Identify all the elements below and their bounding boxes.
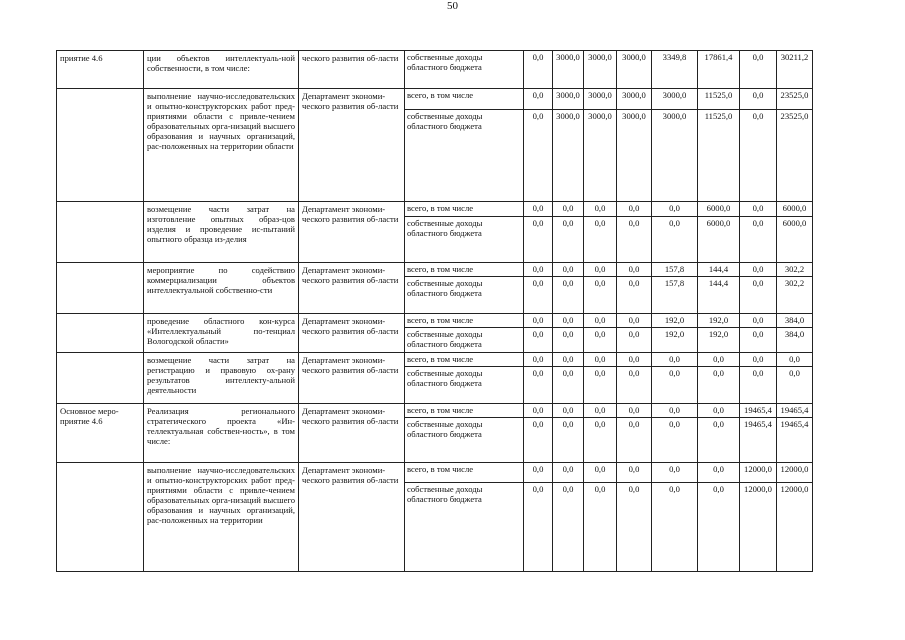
value-cell: [524, 51, 553, 89]
value-text: 0,0: [532, 52, 544, 62]
value-text: 0,0: [617, 216, 651, 228]
value-cell: [553, 353, 584, 404]
value-text: 19465,4: [744, 405, 772, 415]
value-text: 0,0: [740, 366, 776, 378]
value-text: 0,0: [562, 464, 574, 474]
source-cell: [405, 51, 524, 89]
value-text: 384,0: [784, 315, 805, 325]
value-text: 3000,0: [553, 109, 583, 121]
value-text: 0,0: [553, 366, 583, 378]
value-text: 0,0: [584, 417, 616, 429]
value-text: 0,0: [752, 264, 764, 274]
value-text: 0,0: [652, 417, 697, 429]
value-cell: [698, 404, 740, 463]
value-text: 0,0: [584, 366, 616, 378]
source-label: всего, в том числе: [407, 354, 474, 364]
value-text: 0,0: [532, 464, 544, 474]
source-label: всего, в том числе: [407, 90, 474, 100]
name-cell: ции объектов интеллектуаль-ной собственности, в том числе:: [144, 51, 299, 89]
source-label: всего, в том числе: [407, 315, 474, 325]
name-cell: мероприятие по содействию коммерциализации объектов интеллектуальной собственно-сти: [144, 263, 299, 314]
value-text: 0,0: [752, 315, 764, 325]
value-text: 144,4: [698, 276, 739, 288]
value-text: 6000,0: [782, 203, 807, 213]
value-text: 0,0: [553, 276, 583, 288]
source-cell: [405, 353, 524, 404]
value-text: 0,0: [740, 276, 776, 288]
value-text: 384,0: [777, 327, 812, 339]
value-cell: [740, 89, 777, 202]
source-label: собственные доходы областного бюджета: [405, 482, 523, 504]
budget-table: [56, 50, 813, 572]
value-text: 11525,0: [698, 109, 739, 121]
value-text: 0,0: [713, 464, 724, 474]
value-text: 12000,0: [744, 464, 772, 474]
executor-cell: Департамент экономи-ческого развития об-ласти: [299, 314, 405, 353]
value-cell: [584, 404, 617, 463]
value-text: 23525,0: [777, 109, 812, 121]
executor-cell: Департамент экономи-ческого развития об-ласти: [299, 353, 405, 404]
value-text: 0,0: [553, 327, 583, 339]
value-cell: [553, 463, 584, 572]
value-text: 0,0: [524, 366, 552, 378]
value-cell: [777, 404, 813, 463]
value-text: 0,0: [584, 327, 616, 339]
value-cell: [698, 51, 740, 89]
value-text: 0,0: [617, 482, 651, 494]
value-text: 3000,0: [622, 52, 646, 62]
event-cell: [57, 263, 144, 314]
value-text: 0,0: [669, 405, 680, 415]
source-label: всего, в том числе: [407, 405, 474, 415]
value-text: 0,0: [740, 216, 776, 228]
executor-cell: Департамент экономи-ческого развития об-ласти: [299, 463, 405, 572]
value-cell: [584, 463, 617, 572]
value-text: 0,0: [584, 276, 616, 288]
source-label: собственные доходы областного бюджета: [407, 52, 483, 72]
source-cell: [405, 314, 524, 353]
value-cell: [740, 404, 777, 463]
executor-cell: Департамент экономи-ческого развития об-ласти: [299, 202, 405, 263]
table-row: [57, 314, 813, 353]
value-text: 0,0: [740, 109, 776, 121]
name-cell: возмещение части затрат на регистрацию и правовую ох-рану результатов интеллекту-альной деятельности: [144, 353, 299, 404]
value-text: 192,0: [664, 315, 685, 325]
event-cell: [57, 463, 144, 572]
value-text: 3000,0: [588, 90, 612, 100]
source-label: собственные доходы областного бюджета: [405, 109, 523, 131]
value-text: 0,0: [532, 90, 544, 100]
source-cell: [405, 89, 524, 202]
value-text: 0,0: [584, 216, 616, 228]
value-text: 0,0: [553, 482, 583, 494]
value-text: 0,0: [532, 354, 544, 364]
event-cell: приятие 4.6: [57, 51, 144, 89]
event-cell: [57, 202, 144, 263]
value-text: 3000,0: [622, 90, 646, 100]
value-text: 6000,0: [777, 216, 812, 228]
value-text: 0,0: [669, 464, 680, 474]
value-cell: [584, 353, 617, 404]
value-text: 0,0: [562, 405, 574, 415]
value-cell: [617, 404, 652, 463]
source-label: собственные доходы областного бюджета: [405, 276, 523, 298]
source-label: собственные доходы областного бюджета: [405, 417, 523, 439]
value-cell: [698, 463, 740, 572]
value-cell: [584, 314, 617, 353]
value-text: 0,0: [752, 90, 764, 100]
page-number: 50: [447, 0, 458, 12]
value-cell: [777, 202, 813, 263]
value-text: 11525,0: [704, 90, 733, 100]
value-cell: [553, 51, 584, 89]
value-text: 12000,0: [777, 482, 812, 494]
value-cell: [740, 51, 777, 89]
value-cell: [617, 314, 652, 353]
value-cell: [698, 89, 740, 202]
value-text: 0,0: [628, 203, 640, 213]
value-text: 0,0: [532, 264, 544, 274]
value-cell: [777, 353, 813, 404]
value-cell: [698, 202, 740, 263]
value-text: 0,0: [594, 354, 606, 364]
value-text: 3000,0: [617, 109, 651, 121]
value-cell: [584, 89, 617, 202]
value-text: 0,0: [789, 354, 800, 364]
value-text: 0,0: [628, 264, 640, 274]
event-cell: [57, 353, 144, 404]
value-cell: [698, 353, 740, 404]
value-cell: [584, 263, 617, 314]
value-text: 19465,4: [780, 405, 809, 415]
value-text: 0,0: [628, 464, 640, 474]
value-cell: [652, 202, 698, 263]
value-text: 3000,0: [588, 52, 612, 62]
value-cell: [652, 51, 698, 89]
value-cell: [740, 353, 777, 404]
value-cell: [617, 463, 652, 572]
executor-cell: Департамент экономи-ческого развития об-ласти: [299, 89, 405, 202]
source-label: собственные доходы областного бюджета: [405, 327, 523, 349]
value-text: 0,0: [594, 464, 606, 474]
source-label: собственные доходы областного бюджета: [405, 216, 523, 238]
value-text: 0,0: [553, 216, 583, 228]
value-text: 0,0: [752, 354, 764, 364]
value-text: 0,0: [698, 366, 739, 378]
value-cell: [553, 314, 584, 353]
value-text: 192,0: [652, 327, 697, 339]
table-row: [57, 404, 813, 463]
value-cell: [617, 263, 652, 314]
value-text: 0,0: [553, 417, 583, 429]
value-cell: [777, 463, 813, 572]
name-cell: выполнение научно-исследовательских и опытно-конструкторских работ пред-приятиями области с привле-чением образовательных орга-низаций высшего образования и научных организаций, рас-положенных на территории области: [144, 89, 299, 202]
value-text: 0,0: [669, 354, 680, 364]
value-text: 0,0: [752, 52, 764, 62]
value-text: 0,0: [652, 216, 697, 228]
value-cell: [524, 202, 553, 263]
value-text: 17861,4: [704, 52, 733, 62]
executor-cell: Департамент экономи-ческого развития об-ласти: [299, 263, 405, 314]
value-text: 302,2: [777, 276, 812, 288]
value-text: 0,0: [524, 109, 552, 121]
value-text: 0,0: [698, 417, 739, 429]
value-text: 0,0: [698, 482, 739, 494]
name-cell: возмещение части затрат на изготовление опытных образ-цов изделия и проведение ис-пытаний опытного образца из-делия: [144, 202, 299, 263]
executor-cell: Департамент экономи-ческого развития об-ласти: [299, 404, 405, 463]
event-cell: [57, 89, 144, 202]
value-cell: [617, 51, 652, 89]
value-cell: [740, 314, 777, 353]
value-text: 0,0: [594, 203, 606, 213]
value-cell: [777, 89, 813, 202]
name-cell: выполнение научно-исследовательских и опытно-конструкторских работ пред-приятиями области с привле-чением образовательных орга-низаций высшего образования и научных организаций, рас-положенных на территории: [144, 463, 299, 572]
value-cell: [777, 263, 813, 314]
value-text: 19465,4: [777, 417, 812, 429]
value-cell: [553, 404, 584, 463]
value-cell: [553, 89, 584, 202]
source-cell: [405, 202, 524, 263]
value-text: 0,0: [532, 203, 544, 213]
value-cell: [584, 202, 617, 263]
source-label: всего, в том числе: [407, 203, 474, 213]
value-text: 0,0: [562, 354, 574, 364]
value-cell: [652, 463, 698, 572]
source-label: всего, в том числе: [407, 464, 474, 474]
value-text: 0,0: [617, 276, 651, 288]
value-cell: [617, 89, 652, 202]
value-text: 0,0: [524, 327, 552, 339]
value-text: 0,0: [617, 366, 651, 378]
value-text: 12000,0: [740, 482, 776, 494]
value-cell: [652, 89, 698, 202]
value-text: 0,0: [752, 203, 764, 213]
value-cell: [740, 263, 777, 314]
value-cell: [524, 463, 553, 572]
value-text: 30211,2: [780, 52, 809, 62]
table-row: [57, 463, 813, 572]
table-row: [57, 202, 813, 263]
value-text: 0,0: [628, 315, 640, 325]
value-text: 3000,0: [556, 52, 580, 62]
source-label: собственные доходы областного бюджета: [405, 366, 523, 388]
value-text: 0,0: [628, 354, 640, 364]
value-cell: [524, 314, 553, 353]
value-text: 157,8: [664, 264, 685, 274]
value-cell: [740, 463, 777, 572]
value-text: 192,0: [708, 315, 729, 325]
value-cell: [524, 353, 553, 404]
value-cell: [652, 353, 698, 404]
value-cell: [584, 51, 617, 89]
value-cell: [698, 314, 740, 353]
table-row: [57, 263, 813, 314]
value-text: 0,0: [524, 417, 552, 429]
source-cell: [405, 404, 524, 463]
source-cell: [405, 263, 524, 314]
value-text: 0,0: [713, 405, 724, 415]
value-text: 0,0: [652, 482, 697, 494]
value-cell: [698, 263, 740, 314]
value-text: 0,0: [617, 417, 651, 429]
value-text: 0,0: [713, 354, 724, 364]
value-text: 0,0: [532, 405, 544, 415]
table-row: [57, 51, 813, 89]
value-cell: [524, 404, 553, 463]
value-cell: [777, 314, 813, 353]
value-text: 6000,0: [706, 203, 731, 213]
source-cell: [405, 463, 524, 572]
value-text: 0,0: [524, 276, 552, 288]
value-text: 144,4: [708, 264, 729, 274]
value-cell: [740, 202, 777, 263]
name-cell: проведение областного кон-курса «Интеллектуальный по-тенциал Вологодской области»: [144, 314, 299, 353]
value-text: 12000,0: [780, 464, 809, 474]
value-text: 0,0: [594, 405, 606, 415]
value-text: 6000,0: [698, 216, 739, 228]
value-text: 0,0: [617, 327, 651, 339]
value-text: 0,0: [562, 315, 574, 325]
value-text: 0,0: [594, 264, 606, 274]
value-text: 0,0: [562, 264, 574, 274]
value-cell: [652, 263, 698, 314]
value-text: 19465,4: [740, 417, 776, 429]
value-text: 0,0: [562, 203, 574, 213]
value-text: 3000,0: [556, 90, 580, 100]
value-cell: [524, 89, 553, 202]
value-text: 3349,8: [662, 52, 687, 62]
event-cell: [57, 314, 144, 353]
value-text: 0,0: [740, 327, 776, 339]
value-text: 3000,0: [662, 90, 687, 100]
value-text: 0,0: [524, 482, 552, 494]
value-cell: [553, 263, 584, 314]
value-cell: [777, 51, 813, 89]
table-row: [57, 89, 813, 202]
value-text: 302,2: [784, 264, 805, 274]
value-text: 157,8: [652, 276, 697, 288]
event-cell: Основное меро-приятие 4.6: [57, 404, 144, 463]
value-text: 23525,0: [780, 90, 809, 100]
source-label: всего, в том числе: [407, 264, 474, 274]
value-cell: [652, 404, 698, 463]
table-row: [57, 353, 813, 404]
value-cell: [553, 202, 584, 263]
name-cell: Реализация регионального стратегического проекта «Ин-теллектуальная собствен-ность», в том числе:: [144, 404, 299, 463]
value-text: 0,0: [652, 366, 697, 378]
value-text: 0,0: [777, 366, 812, 378]
value-text: 192,0: [698, 327, 739, 339]
value-text: 3000,0: [584, 109, 616, 121]
value-text: 0,0: [594, 315, 606, 325]
value-cell: [652, 314, 698, 353]
value-text: 3000,0: [652, 109, 697, 121]
value-text: 0,0: [584, 482, 616, 494]
executor-cell: ческого развития об-ласти: [299, 51, 405, 89]
value-cell: [617, 202, 652, 263]
value-text: 0,0: [532, 315, 544, 325]
value-cell: [524, 263, 553, 314]
value-text: 0,0: [628, 405, 640, 415]
value-text: 0,0: [669, 203, 680, 213]
value-text: 0,0: [524, 216, 552, 228]
value-cell: [617, 353, 652, 404]
